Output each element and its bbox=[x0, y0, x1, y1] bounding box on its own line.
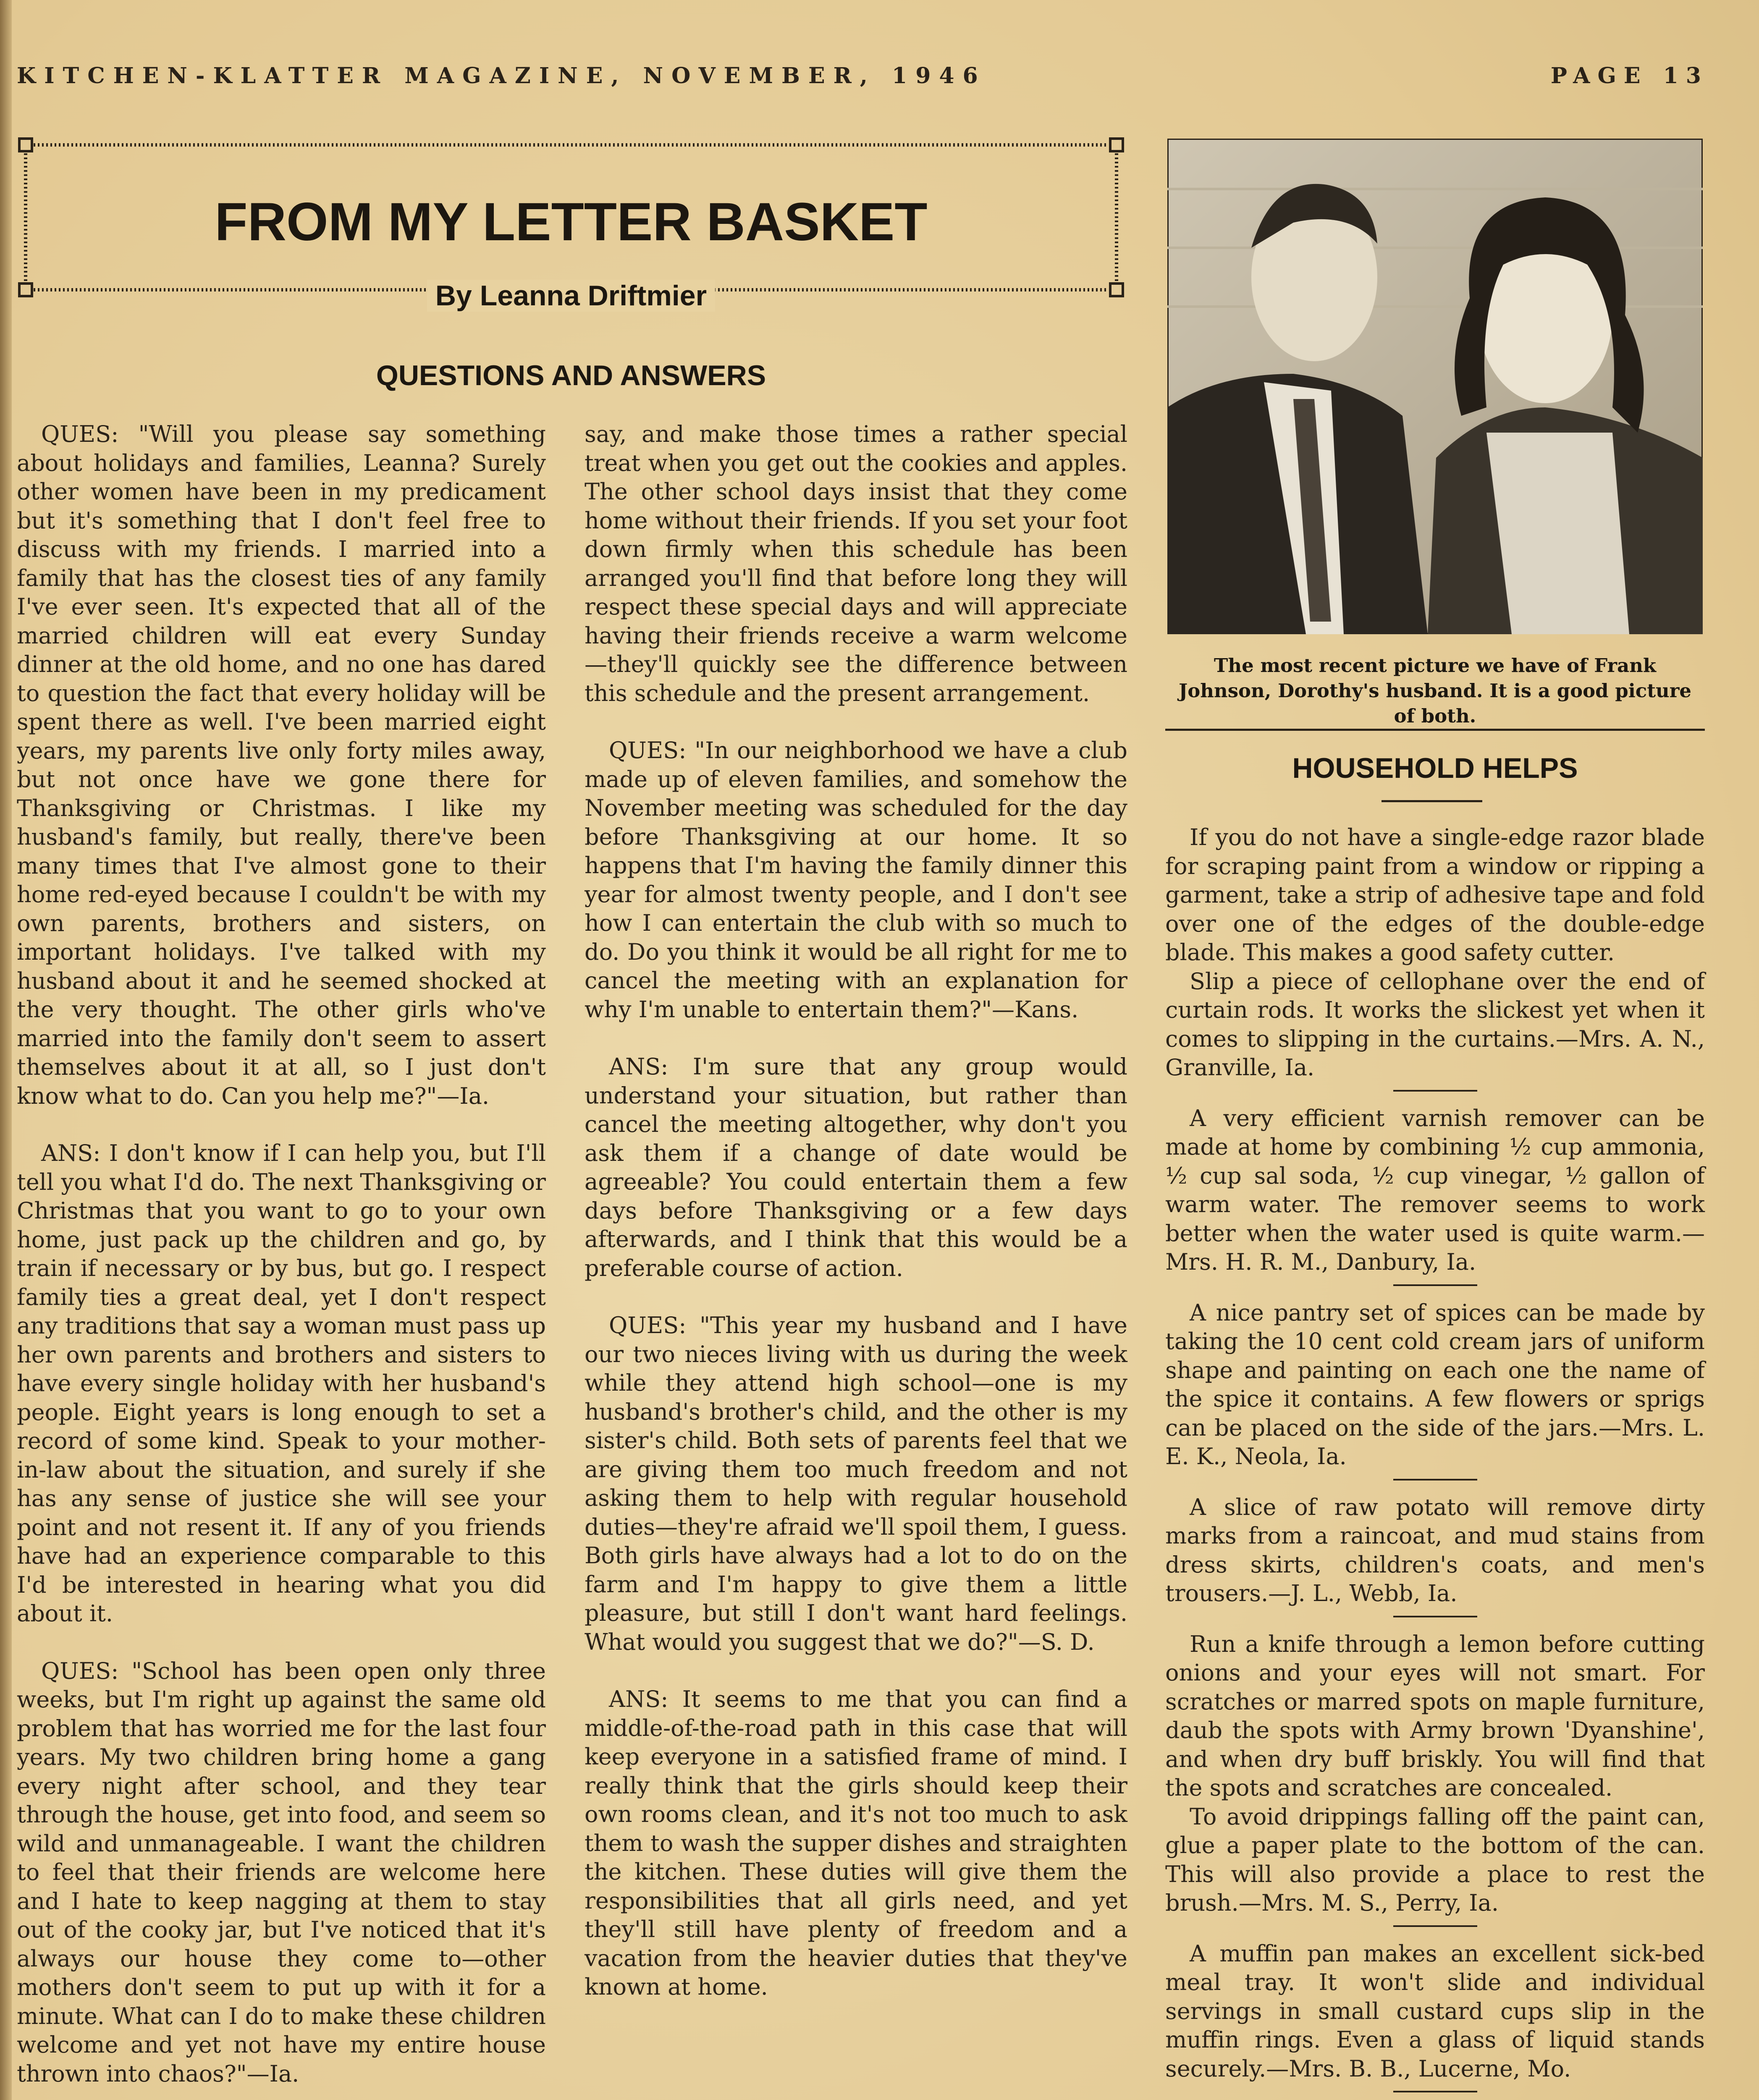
qa-column-2 bbox=[585, 420, 1127, 2030]
qa-paragraph: ANS: It seems to me that you can find a middle-of-the-road path in this case that will keep everyone in a satisfied frame of mind. I really think that the girls should keep their own rooms clean, and it's not too much to ask them to wash the supper dishes and straighten the kitchen. These duties will give them the responsibilities that all girls need, and yet they'll still have plenty of freedom and a vacation from the heavier duties that they've known at home. bbox=[585, 1686, 1127, 2000]
page-number: PAGE 13 bbox=[1550, 63, 1709, 89]
tip-separator bbox=[1393, 1616, 1477, 1617]
household-tip: A slice of raw potato will remove dirty marks from a raincoat, and mud stains from dress skirts, children's coats, and men's trousers.—J. L., Webb, Ia. bbox=[1165, 1494, 1705, 1606]
binding-edge bbox=[0, 0, 12, 2100]
qa-paragraph: ANS: I don't know if I can help you, but I'll tell you what I'd do. The next Thanksgiving or Christmas that you want to go to your own home, just pack up the children and go, by train if necessary or by bus, but go. I respect family ties a great deal, yet I don't respect any traditions that say a woman must pass up her own parents and brothers and sisters to have every single holiday with her husband's people. Eight years is long enough to set a record of some kind. Speak to your mother-in-law about the situation, and surely if she has any sense of justice she will see your point and not resent it. If any of you friends have had an experience comparable to this I'd be interested in hearing what you did about it. bbox=[17, 1140, 546, 1627]
qa-paragraph: QUES: "Will you please say something about holidays and families, Leanna? Surely other women have been in my predicament but it's something that I don't feel free to discuss with my friends. I married into a family that has the closest ties of any family I've ever seen. It's expected that all of the married children will eat every Sunday dinner at the old home, and no one has dared to question the fact that every holiday will be spent there as well. I've been married eight years, my parents live only forty miles away, but not once have we gone there for Thanksgiving or Christmas. I like my husband's family, but really, there've been many times that I've almost gone to their home red-eyed because I couldn't be with my own parents, brothers and sisters, on important holidays. I've talked with my husband about it and he seemed shocked at the very thought. The other girls who've married into the family don't seem to assert themselves about it at all, so I just don't know what to do. Can you help me?"—Ia. bbox=[17, 421, 546, 1109]
tip-separator bbox=[1393, 1925, 1477, 1927]
running-header: KITCHEN-KLATTER MAGAZINE, NOVEMBER, 1946 bbox=[17, 63, 986, 89]
household-tip: Run a knife through a lemon before cutting onions and your eyes will not smart. For scratches or marred spots on maple furniture, daub the spots with Army brown 'Dyanshine', and when dry buff briskly. You will find that the spots and scratches are concealed. bbox=[1165, 1630, 1705, 1801]
household-tip: A very efficient varnish remover can be made at home by combining ½ cup ammonia, ½ cup sal soda, ½ cup vinegar, ½ gallon of warm water. The remover seems to work better when the water used is quite warm.—Mrs. H. R. M., Danbury, Ia. bbox=[1165, 1105, 1705, 1275]
article-title: FROM MY LETTER BASKET bbox=[215, 192, 928, 252]
qa-paragraph: say, and make those times a rather special treat when you get out the cookies and apples. The other school days insist that they come home without their friends. If you set your foot down firmly when this schedule has been arranged you'll find that before long they will respect these special days and will appreciate having their friends receive a warm welcome—they'll quickly see the difference between this schedule and the present arrangement. bbox=[585, 421, 1127, 706]
byline-text: By Leanna Driftmier bbox=[427, 280, 715, 312]
qa-column-1 bbox=[17, 420, 546, 2100]
household-heading: HOUSEHOLD HELPS bbox=[1292, 752, 1578, 784]
household-tip: A nice pantry set of spices can be made by taking the 10 cent cold cream jars of uniform shape and painting on each one the name of the spice it contains. A few flowers or sprigs can be placed on the side of the jars.—Mrs. L. E. K., Neola, Ia. bbox=[1165, 1299, 1705, 1470]
qa-heading: QUESTIONS AND ANSWERS bbox=[376, 360, 766, 391]
household-tip: If you do not have a single-edge razor blade for scraping paint from a window or ripping a garment, take a strip of adhesive tape and fold over one of the edges of the double-edge blade. This makes a good safety cutter. bbox=[1165, 824, 1705, 966]
household-column bbox=[1165, 823, 1705, 2100]
photo-caption: The most recent picture we have of Frank Johnson, Dorothy's husband. It is a good picture of both. bbox=[1178, 654, 1692, 727]
household-tip: To avoid drippings falling off the paint can, glue a paper plate to the bottom of the can. This will also provide a place to rest the brush.—Mrs. M. S., Perry, Ia. bbox=[1165, 1803, 1705, 1916]
byline bbox=[17, 279, 1125, 312]
qa-paragraph: QUES: "In our neighborhood we have a club made up of eleven families, and somehow the November meeting was scheduled for the day before Thanksgiving at our home. It so happens that I'm having the family dinner this year for almost twenty people, and I don't see how I can entertain the club with so much to do. Do you think it would be all right for me to cancel the meeting with an explanation for why I'm unable to entertain them?"—Kans. bbox=[585, 737, 1127, 1023]
household-tip: Slip a piece of cellophane over the end of curtain rods. It works the slickest yet when it comes to slipping in the curtains.—Mrs. A. N., Granville, Ia. bbox=[1165, 968, 1705, 1081]
tip-separator bbox=[1393, 1284, 1477, 1286]
household-heading-rule bbox=[1382, 800, 1482, 802]
couple-photo bbox=[1167, 139, 1703, 634]
qa-paragraph: ANS: I'm sure that any group would understand your situation, but rather than cancel the meeting altogether, why don't you ask them if a change of date would be agreeable? You could entertain them a few days before Thanksgiving or a few days afterwards, and I think that this would be a preferable course of action. bbox=[585, 1053, 1127, 1281]
qa-paragraph: QUES: "This year my husband and I have our two nieces living with us during the week while they attend high school—one is my husband's brother's child, and the other is my sister's child. Both sets of parents feel that we are giving them too much freedom and not asking them to help with regular household duties—they're afraid we'll spoil them, I guess. Both girls have always had a lot to do on the farm and I'm happy to give them a little pleasure, but still I don't want hard feelings. What would you suggest that we do?"—S. D. bbox=[585, 1312, 1127, 1655]
household-tip: A muffin pan makes an excellent sick-bed meal tray. It won't slide and individual servings in small custard cups slip in the muffin rings. Even a glass of liquid stands securely.—Mrs. B. B., Lucerne, Mo. bbox=[1165, 1940, 1705, 2082]
tip-separator bbox=[1393, 2091, 1477, 2092]
tip-separator bbox=[1393, 1479, 1477, 1480]
caption-rule bbox=[1165, 729, 1705, 731]
tip-separator bbox=[1393, 1090, 1477, 1092]
qa-paragraph: QUES: "School has been open only three weeks, but I'm right up against the same old problem that has worried me for the last four years. My two children bring home a gang every night after school, and they tear through the house, get into food, and seem so wild and unmanageable. I want the children to feel that their friends are welcome here and I hate to keep nagging at them to stay out of the cooky jar, but I've noticed that it's always our house they come to—other mothers don't seem to put up with it for a minute. What can I do to make these children welcome and yet not have my entire house thrown into chaos?"—Ia. bbox=[17, 1657, 546, 2087]
